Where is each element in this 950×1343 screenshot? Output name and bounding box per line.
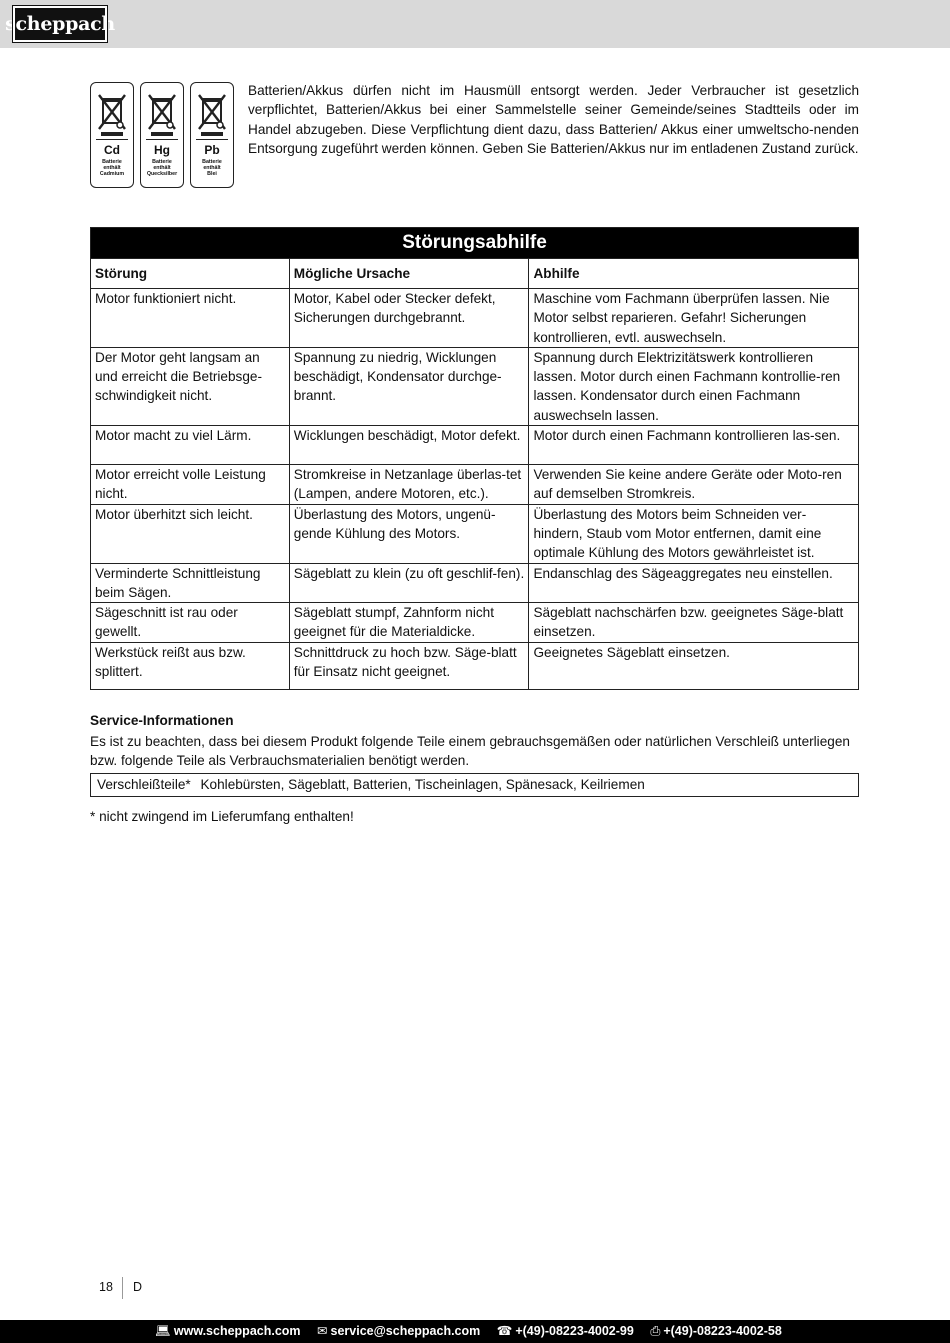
footer-fax: +(49)-08223-4002-58	[663, 1324, 782, 1338]
battery-caption: Batterie enthält Blei	[202, 159, 222, 177]
service-title: Service-Informationen	[90, 713, 234, 728]
fault-cell: Verminderte Schnittleistung beim Sägen.	[91, 563, 290, 603]
fault-cell: Sägeschnitt ist rau oder gewellt.	[91, 603, 290, 643]
service-text: Es ist zu beachten, dass bei diesem Produkt folgende Teile einem gebrauchsgemäßen oder natürlichen Verschleiß unterliegen bzw. folgende Teile als Verbrauchsmaterialien benötigt werden.	[90, 734, 850, 768]
fault-cell: Werkstück reißt aus bzw. splittert.	[91, 643, 290, 690]
mercury-battery-icon	[140, 82, 184, 188]
remedy-cell: Spannung durch Elektrizitätswerk kontrollieren lassen. Motor durch einen Fachmann kontrollie-ren lassen. Kondensator durch einen Fachmann auswechseln lassen.	[529, 347, 859, 425]
footer-phone: +(49)-08223-4002-99	[515, 1324, 634, 1338]
table-row	[91, 289, 859, 348]
crossed-bin-icon	[198, 93, 226, 137]
page-number: 18	[99, 1280, 113, 1294]
remedy-cell: Geeignetes Sägeblatt einsetzen.	[529, 643, 859, 690]
footer-email[interactable]: service@scheppach.com	[330, 1324, 481, 1338]
crossed-bin-icon	[148, 93, 176, 137]
fault-cell: Der Motor geht langsam an und erreicht die Betriebsge-schwindigkeit nicht.	[91, 347, 290, 425]
table-title: Störungsabhilfe	[91, 228, 859, 259]
phone-icon: ☎︎	[496, 1324, 513, 1338]
fault-cell: Motor überhitzt sich leicht.	[91, 504, 290, 563]
battery-symbol: Cd	[104, 143, 120, 157]
battery-caption: Batterie enthält Cadmium	[99, 159, 125, 177]
footnote: * nicht zwingend im Lieferumfang enthalten!	[90, 809, 354, 824]
cause-cell: Stromkreise in Netzanlage überlas-tet (Lampen, andere Motoren, etc.).	[289, 465, 529, 505]
battery-disposal-text: Batterien/Akkus dürfen nicht im Hausmüll entsorgt werden. Jeder Verbraucher ist gesetzlich verpflichtet, Batterien/Akkus bei einer Sammelstelle seiner Gemeinde/seines Stadtteils oder im Handel abzugeben. Diese Verpflichtung dient dazu, dass Batterien/ Akkus einer umweltscho-nenden Entsorgung zugeführt werden können. Geben Sie Batterien/Akkus nur im entladenen Zustand zurück.	[248, 83, 859, 156]
fault-cell: Motor macht zu viel Lärm.	[91, 426, 290, 465]
remedy-cell: Sägeblatt nachschärfen bzw. geeignetes Säge-blatt einsetzen.	[529, 603, 859, 643]
cause-cell: Schnittdruck zu hoch bzw. Säge-blatt für Einsatz nicht geeignet.	[289, 643, 529, 690]
cause-cell: Motor, Kabel oder Stecker defekt, Sicherungen durchgebrannt.	[289, 289, 529, 348]
table-row	[91, 603, 859, 643]
computer-icon: 💻︎	[155, 1324, 171, 1338]
crossed-bin-icon	[98, 93, 126, 137]
language-code: D	[133, 1280, 143, 1294]
battery-symbol: Hg	[154, 143, 170, 157]
table-row	[91, 504, 859, 563]
remedy-cell: Überlastung des Motors beim Schneiden ver-hindern, Staub vom Motor entfernen, damit eine optimale Kühlung des Motors gewährleistet ist.	[529, 504, 859, 563]
remedy-cell: Verwenden Sie keine andere Geräte oder Moto-ren auf demselben Stromkreis.	[529, 465, 859, 505]
email-icon: ✉︎	[317, 1324, 328, 1338]
battery-symbol: Pb	[204, 143, 220, 157]
cause-cell: Sägeblatt zu klein (zu oft geschlif-fen).	[289, 563, 529, 603]
battery-caption: Batterie enthält Quecksilber	[146, 159, 178, 177]
table-row	[91, 563, 859, 603]
column-header-cause: Mögliche Ursache	[289, 259, 529, 289]
table-row	[91, 643, 859, 690]
fault-cell: Motor funktioniert nicht.	[91, 289, 290, 348]
cause-cell: Wicklungen beschädigt, Motor defekt.	[289, 426, 529, 465]
wear-parts-list: Kohlebürsten, Sägeblatt, Batterien, Tischeinlagen, Spänesack, Keilriemen	[200, 777, 645, 792]
remedy-cell: Motor durch einen Fachmann kontrollieren las-sen.	[529, 426, 859, 465]
battery-disposal-icons	[90, 82, 236, 190]
remedy-cell: Endanschlag des Sägeaggregates neu einstellen.	[529, 563, 859, 603]
column-header-fault: Störung	[91, 259, 290, 289]
remedy-cell: Maschine vom Fachmann überprüfen lassen. Nie Motor selbst reparieren. Gefahr! Sicherungen kontrollieren, evtl. auswechseln.	[529, 289, 859, 348]
cause-cell: Spannung zu niedrig, Wicklungen beschädigt, Kondensator durchge-brannt.	[289, 347, 529, 425]
table-row	[91, 347, 859, 425]
cause-cell: Überlastung des Motors, ungenü-gende Kühlung des Motors.	[289, 504, 529, 563]
cadmium-battery-icon	[90, 82, 134, 188]
footer-bar	[0, 1320, 950, 1343]
table-row	[91, 426, 859, 465]
page-separator	[122, 1277, 123, 1299]
wear-parts-label: Verschleißteile*	[97, 777, 191, 792]
cause-cell: Sägeblatt stumpf, Zahnform nicht geeignet für die Materialdicke.	[289, 603, 529, 643]
fault-cell: Motor erreicht volle Leistung nicht.	[91, 465, 290, 505]
wear-parts-box	[90, 773, 859, 797]
footer-website[interactable]: www.scheppach.com	[173, 1324, 301, 1338]
header-bar	[0, 0, 950, 48]
lead-battery-icon	[190, 82, 234, 188]
brand-logo: scheppach	[13, 6, 107, 42]
troubleshooting-table	[90, 227, 859, 690]
fax-icon: ⎙	[650, 1324, 661, 1338]
column-header-remedy: Abhilfe	[529, 259, 859, 289]
table-row	[91, 465, 859, 505]
